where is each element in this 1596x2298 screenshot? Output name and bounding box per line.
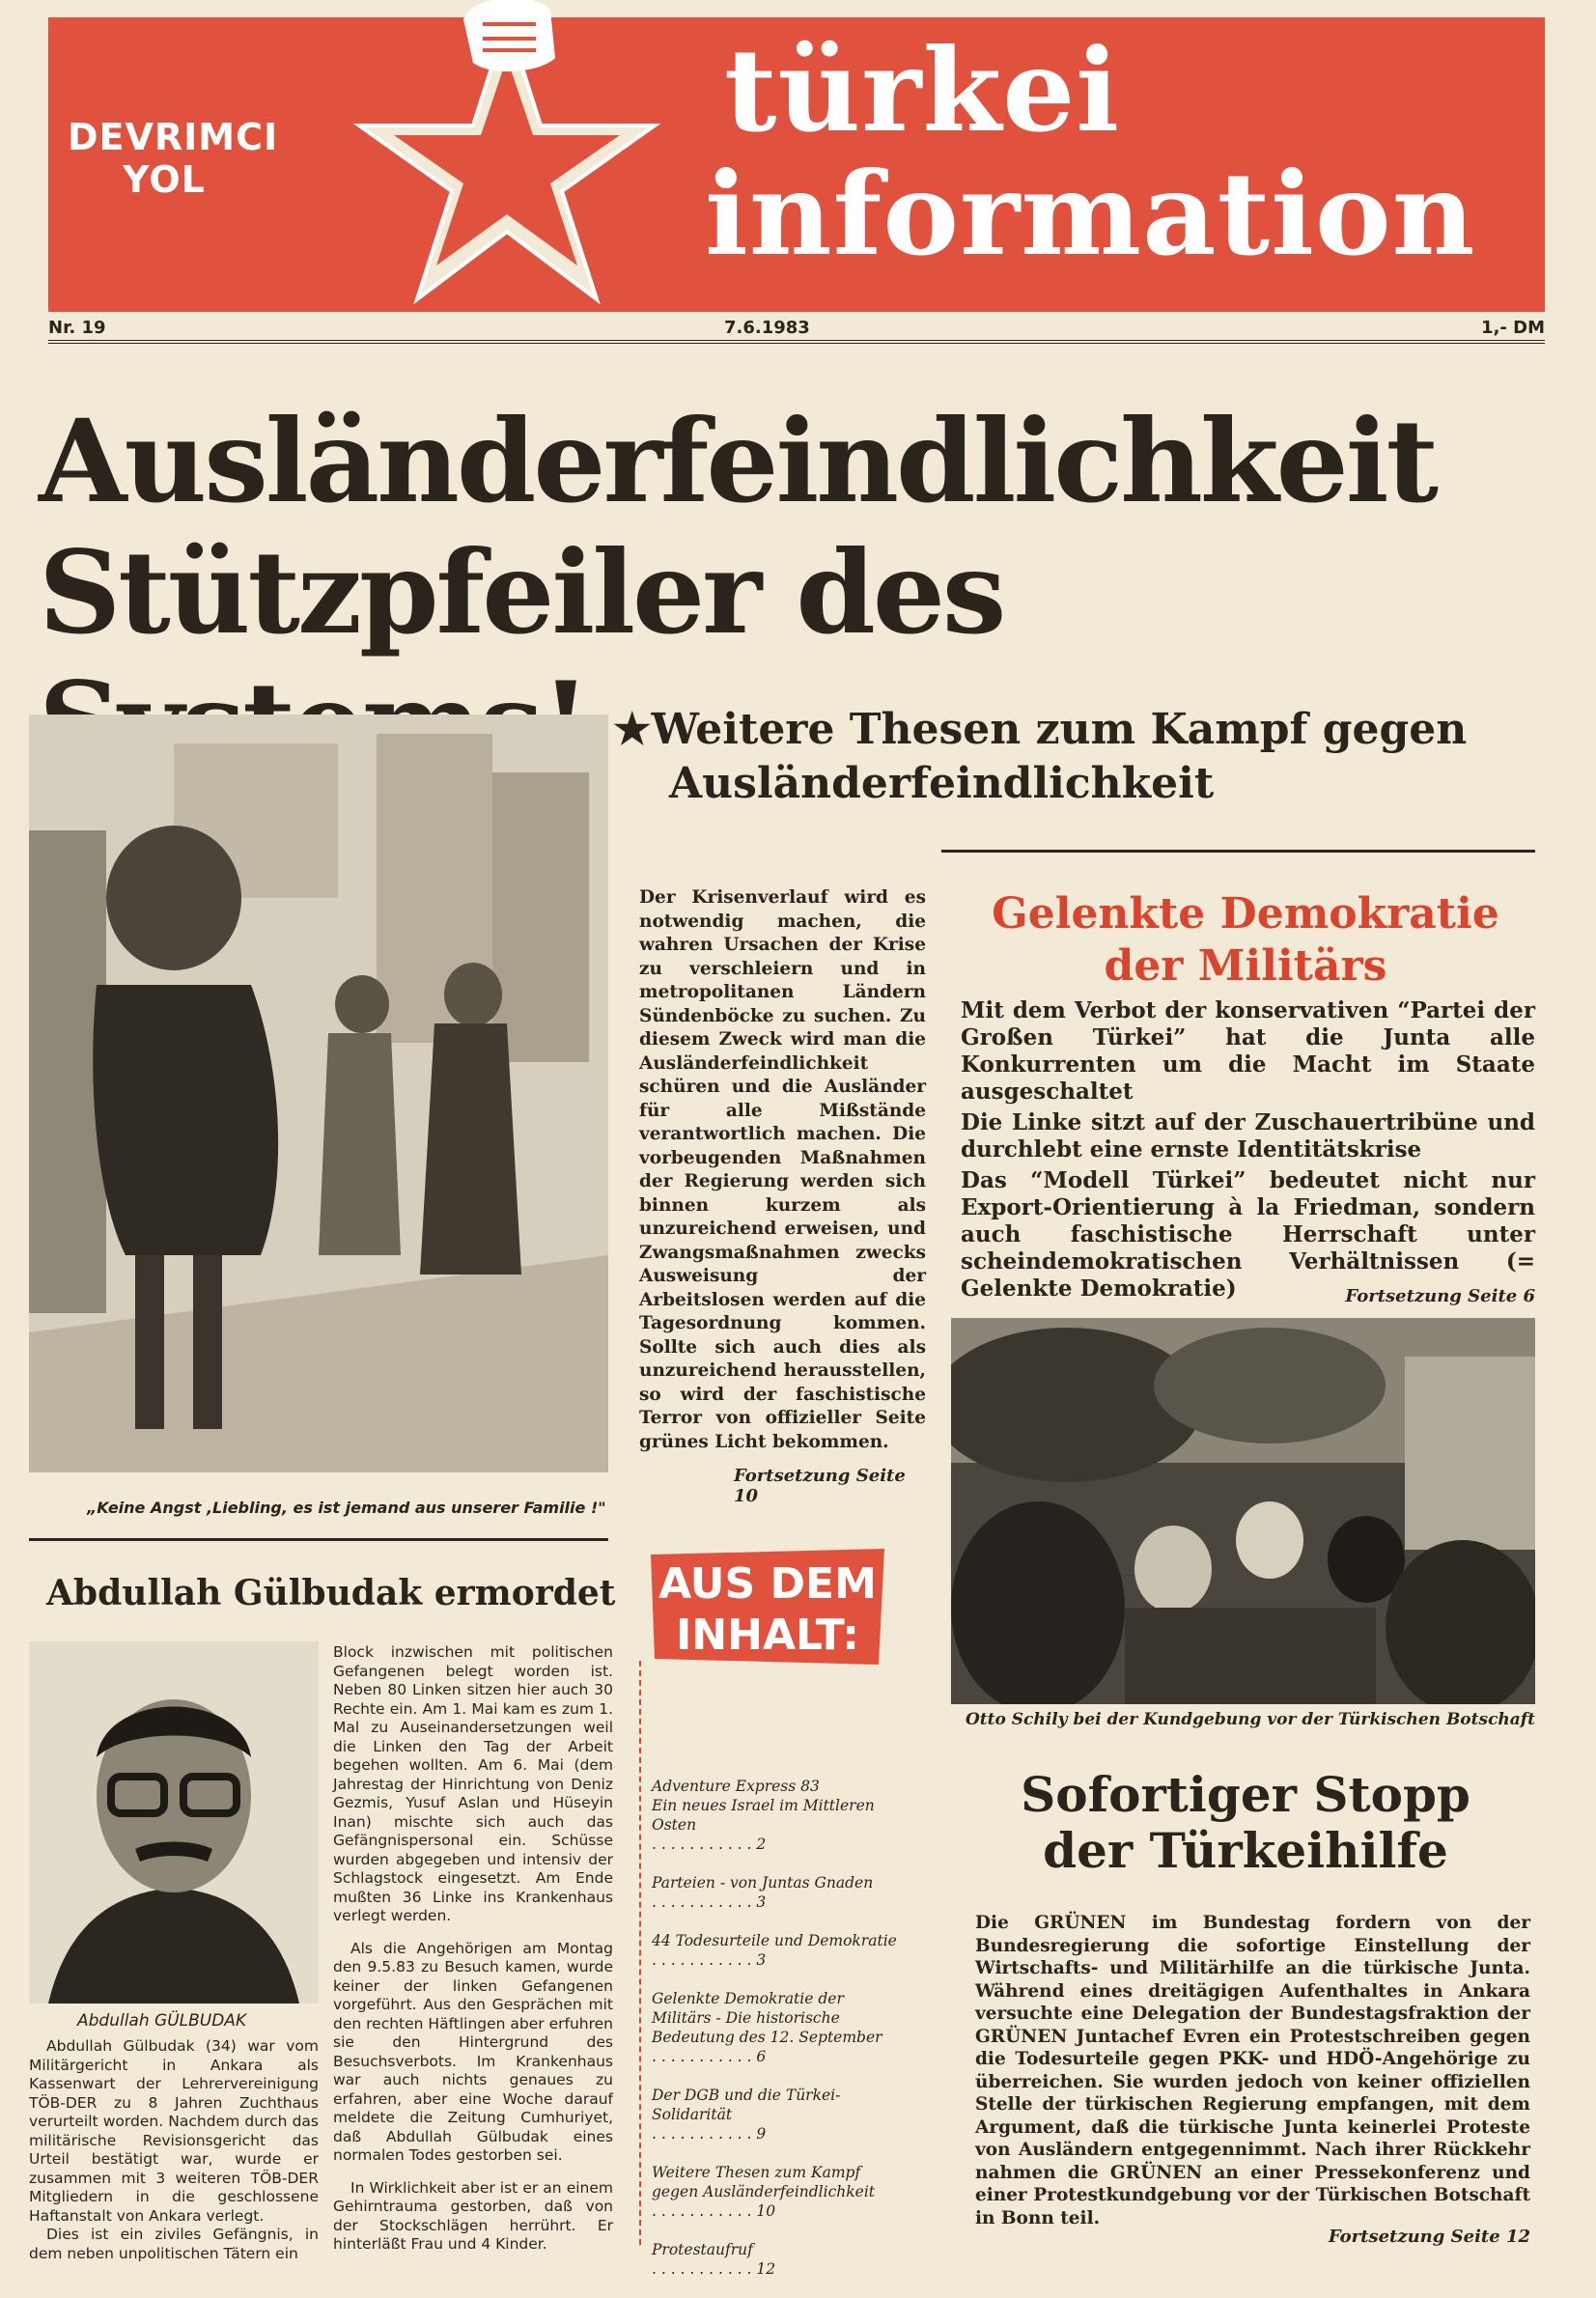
issue-number: Nr. 19 [48, 318, 106, 338]
theses-continued: Fortsetzung Seite 10 [734, 1466, 906, 1506]
star-bullet-icon: ★ [613, 705, 652, 754]
abdullah-column-1 [29, 2037, 319, 2263]
contents-item-page: . . . . . . . . . . . 2 [652, 1836, 767, 1853]
contents-item [652, 1989, 908, 2066]
abdullah-paragraph: In Wirklichkeit aber ist er an einem Gehirntrauma gestorben, daß von der Stockschlägen herrührt. Er hinterläßt Frau und 4 Kinder. [333, 2178, 613, 2253]
contents-item-title: Adventure Express 83 [652, 1778, 820, 1795]
title-line-1: türkei [724, 23, 1121, 157]
theses-article-text: Der Krisenverlauf wird es notwendig machen, die wahren Ursachen der Krise zu verschleiern und in metropolitanen Ländern Sündenböcke zu suchen. Zu diesem Zweck wird man die Ausländerfeindlichkeit schüren und die Ausländer für alle Mißstände verantwortlich machen. Die vorbeugenden Maßnahmen der Regierung werden sich binnen kurzem als unzureichend erweisen, und Zwangsmaßnahmen zwecks Ausweisung der Arbeitslosen werden auf die Tagesordnung kommen. Sollte sich auch dies als unzureichend herausstellen, so wird der faschistische Terror von offizieller Seite grünes Licht bekommen. [639, 887, 926, 1452]
democracy-paragraph: Die Linke sitzt auf der Zuschauertribüne und durchlebt eine ernste Identitätskrise [961, 1109, 1535, 1163]
org-line-2: YOL [123, 158, 206, 201]
contents-item-title: Protestaufruf [652, 2241, 753, 2258]
subheadline-line-1: Weitere Thesen zum Kampf gegen [651, 705, 1468, 754]
title-line-2: information [705, 147, 1476, 281]
democracy-paragraph: Mit dem Verbot der konservativen “Partei der Großen Türkei” hat die Junta alle Konkurrenten um die Macht im Staate ausgeschaltet [961, 997, 1535, 1105]
abdullah-paragraph: Als die Angehörigen am Montag den 9.5.83 zu Besuch kamen, wurde keiner der linken Gefangenen vorgeführt. Aus den Gesprächen mit den rechten Häftlingen aber erfuhren sie den Hintergrund des Besuchsverbots. Im Krankenhaus war auch nichts genaues zu erfahren, aber eine Woche darauf meldete die Zeitung Cumhuriyet, daß Abdullah Gülbudak eines normalen Todes gestorben sei. [333, 1939, 613, 2164]
contents-item-title: Weitere Thesen zum Kampf gegen Ausländerfeindlichkeit [652, 2164, 876, 2200]
contents-item-title: Gelenkte Demokratie der Militärs - Die historische Bedeutung des 12. September [652, 1990, 882, 2046]
contents-badge [647, 1545, 888, 1670]
subheadline [613, 703, 1559, 811]
section-rule [29, 1538, 608, 1541]
contents-item [652, 1931, 908, 1970]
abdullah-column-2 [333, 1643, 613, 2268]
org-line-1: DEVRIMCI [68, 116, 279, 158]
issue-date: 7.6.1983 [724, 318, 810, 338]
contents-item-page: . . . . . . . . . . . 3 [652, 1951, 767, 1969]
democracy-paragraph: Das “Modell Türkei” bedeutet nicht nur Export-Orientierung à la Friedman, sondern auch faschistische Herrschaft unter scheindemokratischen Verhältnissen (= Gelenkte Demokratie) [961, 1167, 1535, 1302]
photo-caption: Otto Schily bei der Kundgebung vor der Türkischen Botschaft [966, 1710, 1535, 1729]
portrait-photo [29, 1641, 319, 2004]
portrait-caption: Abdullah GÜLBUDAK [77, 2011, 247, 2031]
contents-badge-line-1: AUS DEM [658, 1559, 877, 1609]
democracy-article-body [961, 997, 1535, 1306]
stopp-title-line-1: Sofortiger Stopp [1021, 1766, 1470, 1823]
subheadline-line-2: Ausländerfeindlichkeit [669, 759, 1215, 808]
contents-item-page: . . . . . . . . . . . 3 [652, 1893, 767, 1911]
contents-item [652, 2086, 908, 2144]
democracy-continued: Fortsetzung Seite 6 [1345, 1286, 1535, 1306]
contents-list [652, 1777, 908, 2298]
demonstration-photo [951, 1318, 1535, 1704]
headline-line-1: Ausländerfeindlichkeit [39, 394, 1437, 528]
democracy-title-line-1: Gelenkte Demokratie [992, 889, 1499, 939]
contents-badge-line-2: INHALT: [675, 1611, 860, 1660]
contents-item-page: . . . . . . . . . . . 12 [652, 2260, 776, 2278]
cartoon-caption: „Keine Angst ,Liebling, es ist jemand aus unserer Familie !" [87, 1499, 606, 1517]
issue-info [48, 314, 1545, 343]
stopp-title-line-2: der Türkeihilfe [1043, 1822, 1448, 1879]
contents-item [652, 1873, 908, 1912]
masthead-rule [48, 340, 1545, 344]
abdullah-paragraph: Block inzwischen mit politischen Gefangenen belegt worden ist. Neben 80 Linken sitzen hier auch 30 Rechte ein. Am 1. Mai kam es zum 1. Mal zu Auseinandersetzungen weil die Linken den Tag der Arbeit begehen wollten. Am 6. Mai (dem Jahrestag der Hinrichtung von Deniz Gezmis, Yusuf Aslan und Hüseyin Inan) mischte sich auch das Gefängnispersonal ein. Schüsse wurden abgegeben und intensiv der Schlagstock eingesetzt. Am Ende mußten 36 Linke ins Krankenhaus verlegt werden. [333, 1643, 613, 1924]
contents-item [652, 1777, 908, 1854]
contents-item-page: . . . . . . . . . . . 6 [652, 2048, 767, 2065]
newspaper-title [705, 23, 1535, 281]
star-with-fist-icon [348, 0, 666, 319]
abdullah-article-title: Abdullah Gülbudak ermordet [46, 1573, 616, 1613]
cartoon-illustration [29, 715, 608, 1472]
section-rule [941, 850, 1535, 853]
contents-item-title: 44 Todesurteile und Demokratie [652, 1932, 897, 1949]
contents-item-title: Parteien - von Juntas Gnaden [652, 1874, 874, 1892]
stopp-article-title [951, 1767, 1540, 1879]
contents-item-title: Der DGB und die Türkei-Solidarität [652, 2087, 841, 2123]
issue-price: 1,- DM [1481, 318, 1545, 338]
abdullah-paragraph: Abdullah Gülbudak (34) war vom Militärgericht in Ankara als Kassenwart der Lehrervereinigung TÖB-DER zu 8 Jahren Zuchthaus verurteilt worden. Nachdem durch das militärische Revisionsgericht das Urteil bestätigt war, wurde er zusammen mit 3 weiteren TÖB-DER Mitgliedern in die geschlossene Haftanstalt von Ankara verlegt. [29, 2037, 319, 2225]
abdullah-paragraph: Dies ist ein ziviles Gefängnis, in dem neben unpolitischen Tätern ein [29, 2226, 319, 2262]
contents-item-page: . . . . . . . . . . . 9 [652, 2125, 767, 2143]
contents-item [652, 2240, 908, 2279]
democracy-title-line-2: der Militärs [1104, 941, 1387, 991]
contents-item [652, 2163, 908, 2221]
contents-item-subtitle: Ein neues Israel im Mittleren Osten [652, 1797, 875, 1834]
contents-item-page: . . . . . . . . . . . 10 [652, 2202, 776, 2220]
democracy-article-title [951, 888, 1540, 993]
stopp-continued: Fortsetzung Seite 12 [1328, 2227, 1530, 2247]
headline-line-2: Stützpfeiler des [39, 525, 1004, 659]
stopp-article-body: Die GRÜNEN im Bundestag fordern von der Bundesregierung die sofortige Einstellung der Wirtschafts- und Militärhilfe an die türkische Junta. Während eines dreitägigen Aufenthaltes in Ankara versuchte eine Delegation der Bundestagsfraktion der GRÜNEN Juntachef Evren ein Protestschreiben gegen die Todesurteile gegen PKK- und HDÖ-Angehörige zu überreichen. Sie wurden jedoch von keiner offiziellen Stelle der türkischen Regierung empfangen, mit dem Argument, daß die türkische Junta keinerlei Proteste von Ausländern entgegennimmt. Nach ihrer Rückkehr nahmen die GRÜNEN an einer Pressekonferenz und einer Protestkundgebung vor der Türkischen Botschaft in Bonn teil. [975, 1913, 1530, 2228]
organization-name [68, 116, 279, 201]
